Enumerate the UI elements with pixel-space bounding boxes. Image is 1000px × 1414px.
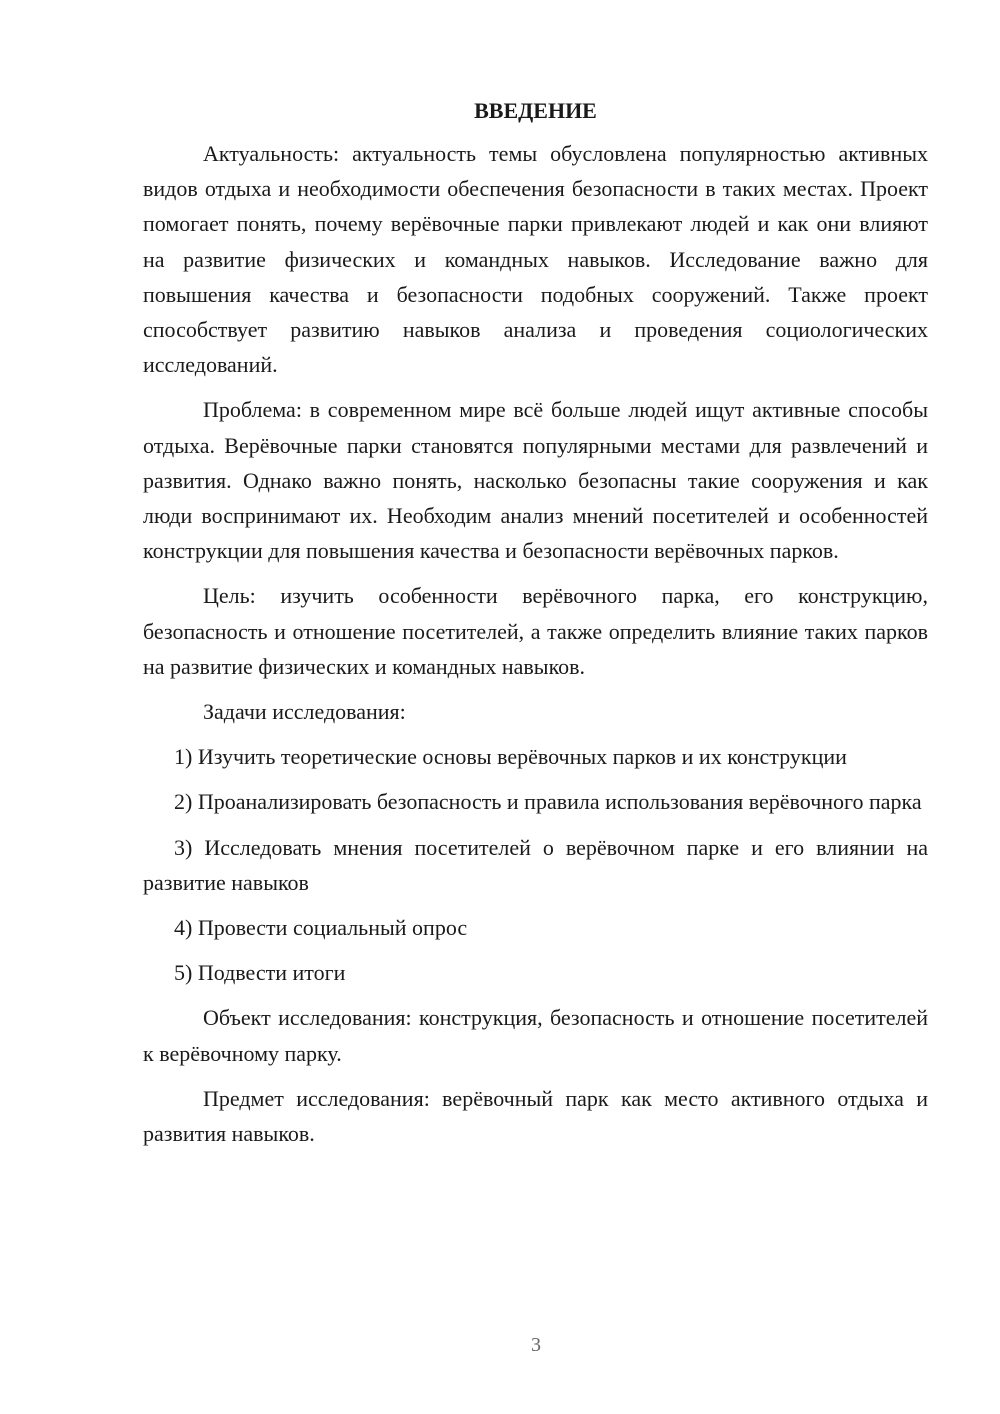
task-item-5: 5) Подвести итоги [174,960,346,986]
task-item-1: 1) Изучить теоретические основы верёвочных парков и их конструкции [174,744,847,770]
section-title: ВВЕДЕНИЕ [474,98,597,123]
relevance-paragraph: Актуальность: актуальность темы обусловлена популярностью активных видов отдыха и необходимости обеспечения безопасности в таких местах. Проект помогает понять, почему верёвочные парки привлекают людей и как они влияют на развитие физических и командных навыков. Исследование важно для повышения качества и безопасности подобных сооружений. Также проект способствует развитию навыков анализа и проведения социологических исследований. [143,141,928,378]
task-item-2: 2) Проанализировать безопасность и правила использования верёвочного парка [174,789,922,815]
task-item-3: 3) Исследовать мнения посетителей о верёвочном парке и его влиянии на развитие навыков [143,834,928,895]
goal-paragraph: Цель: изучить особенности верёвочного парка, его конструкцию, безопасность и отношение посетителей, а также определить влияние таких парков на развитие физических и командных навыков. [143,583,928,679]
page-content [143,96,928,1161]
object-paragraph: Объект исследования: конструкция, безопасность и отношение посетителей к верёвочному парку. [143,1005,928,1066]
problem-paragraph: Проблема: в современном мире всё больше людей ищут активные способы отдыха. Верёвочные парки становятся популярными местами для развлечений и развития. Однако важно понять, насколько безопасны такие сооружения и как люди воспринимают их. Необходим анализ мнений посетителей и особенностей конструкции для повышения качества и безопасности верёвочных парков. [143,397,928,564]
task-item-4: 4) Провести социальный опрос [174,915,468,941]
tasks-heading: Задачи исследования: [203,699,406,725]
page-number: 3 [531,1334,541,1356]
subject-paragraph: Предмет исследования: верёвочный парк как место активного отдыха и развития навыков. [143,1085,928,1147]
